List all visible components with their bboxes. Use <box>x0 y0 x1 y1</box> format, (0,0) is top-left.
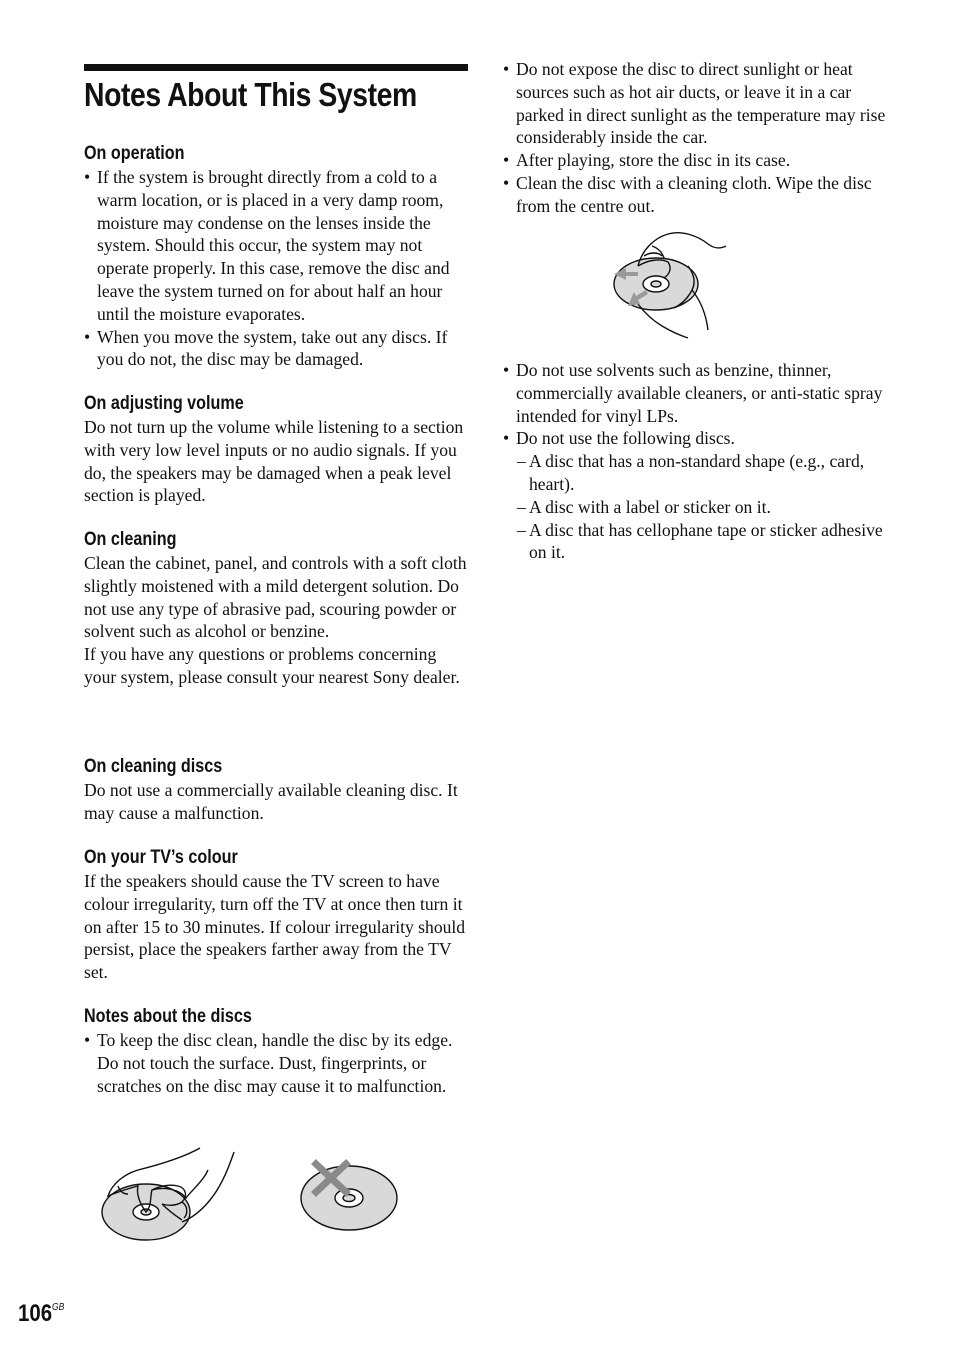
dash-list-item: – A disc that has cellophane tape or sticker adhesive on it. <box>517 519 883 563</box>
section-notes-about-discs <box>84 1005 468 1097</box>
bullet-marker: • <box>84 326 91 347</box>
disc-surface-do-not-touch-illustration <box>296 1156 402 1236</box>
section-heading: Notes about the discs <box>84 1006 252 1027</box>
disc-notes-continued <box>503 58 887 218</box>
page-number-suffix: GB <box>52 1302 65 1313</box>
section-heading: On cleaning discs <box>84 756 223 777</box>
dash-list-item: – A disc with a label or sticker on it. <box>517 496 771 517</box>
section-body: Clean the cabinet, panel, and controls with a soft cloth slightly moistened with a mild detergent solution. Do not use any type of abrasive pad, scouring powder or solvent such as alcohol or benzine. <box>84 553 467 642</box>
list-item: • Clean the disc with a cleaning cloth. Wipe the disc from the centre out. <box>503 172 872 216</box>
cleaning-disc-with-cloth-illustration <box>608 226 732 340</box>
section-on-cleaning <box>84 528 468 689</box>
section-heading: On your TV’s colour <box>84 847 238 868</box>
dash-list-item: – A disc that has a non-standard shape (e.g., card, heart). <box>517 451 865 494</box>
dash-marker: – <box>517 496 526 517</box>
section-on-operation <box>84 142 468 371</box>
section-body: Do not turn up the volume while listening to a section with very low level inputs or no audio signals. If you do, the speakers may be damaged when a peak level section is played. <box>84 417 464 506</box>
page-number: $106^{GB}$ <box>18 1300 65 1327</box>
section-on-adjusting-volume <box>84 392 468 507</box>
list-item: • Do not use the following discs. <box>503 428 735 449</box>
section-heading: On cleaning <box>84 529 177 550</box>
bullet-marker: • <box>503 172 510 193</box>
disc-notes-solvents <box>503 359 887 564</box>
list-item: • To keep the disc clean, handle the disc by its edge. Do not touch the surface. Dust, fingerprints, or scratches on the disc may cause it to malfunction. <box>84 1030 453 1096</box>
dash-marker: – <box>517 451 526 472</box>
page-title: Notes About This System <box>84 76 417 113</box>
list-item: • Do not use solvents such as benzine, thinner, commercially available cleaners, or anti-static spray intended for vinyl LPs. <box>503 360 883 426</box>
list-item: • After playing, store the disc in its case. <box>503 150 791 171</box>
section-body-2: If you have any questions or problems concerning your system, please consult your nearest Sony dealer. <box>84 644 460 687</box>
section-on-tv-colour <box>84 846 468 984</box>
section-body: Do not use a commercially available cleaning disc. It may cause a malfunction. <box>84 780 458 823</box>
section-heading: On operation <box>84 143 185 164</box>
list-item: • When you move the system, take out any discs. If you do not, the disc may be damaged. <box>84 326 448 370</box>
section-on-cleaning-discs <box>84 755 468 825</box>
bullet-marker: • <box>84 167 91 187</box>
list-item: • Do not expose the disc to direct sunlight or heat sources such as hot air ducts, or leave it in a car parked in direct sunlight as the temperature may rise considerably inside the car. <box>503 59 886 148</box>
title-rule <box>84 64 468 71</box>
section-body: If the speakers should cause the TV screen to have colour irregularity, turn off the TV at once then turn it on after 15 to 30 minutes. If colour irregularity should persist, place the speakers farther away from the TV set. <box>84 871 466 983</box>
bullet-marker: • <box>503 150 510 171</box>
bullet-marker: • <box>503 59 510 79</box>
hand-holding-disc-illustration <box>96 1140 246 1248</box>
dash-marker: – <box>517 519 526 540</box>
section-heading: On adjusting volume <box>84 393 244 414</box>
bullet-marker: • <box>503 360 510 380</box>
bullet-marker: • <box>84 1030 91 1050</box>
bullet-marker: • <box>503 428 510 449</box>
list-item: • If the system is brought directly from a cold to a warm location, or is placed in a very damp room, moisture may condense on the lenses inside the system. Should this occur, the system may not operate properly. In this case, remove the disc and leave the system turned on for about half an hour until the moisture evaporates. <box>84 167 450 324</box>
